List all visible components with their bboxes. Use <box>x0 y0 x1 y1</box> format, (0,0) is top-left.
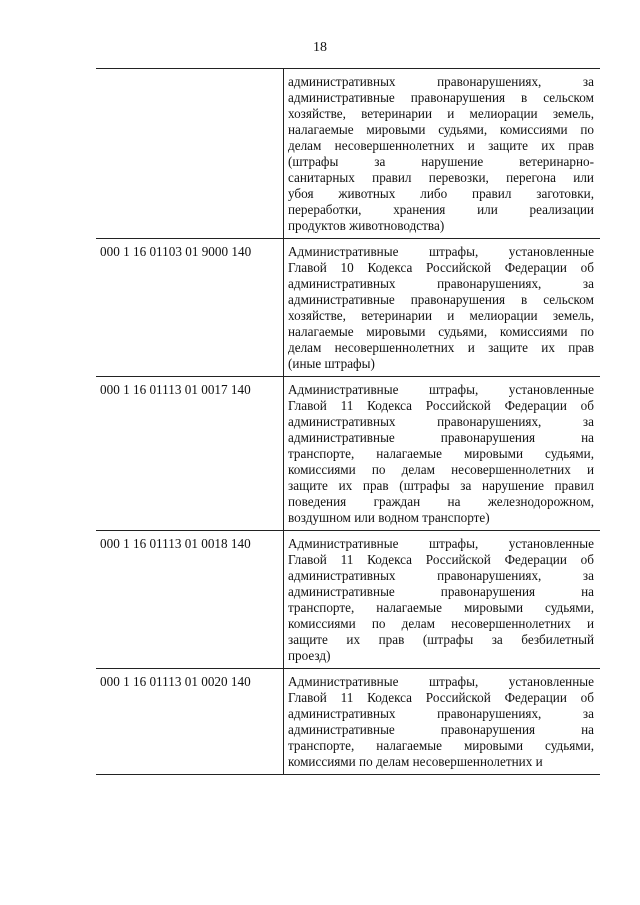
description-line: административные правонарушения в сельском <box>288 90 594 105</box>
description-line: защите их прав (штрафы за нарушение правил <box>288 478 594 493</box>
description-line: транспорте, налагаемые мировыми судьями, <box>288 446 594 461</box>
table-row <box>96 377 600 530</box>
description-line: санитарных правил перевозки, перегона или <box>288 170 594 185</box>
table-row <box>96 69 600 238</box>
kbk-code: 000 1 16 01113 01 0018 140 <box>100 536 251 551</box>
description-line: Главой 11 Кодекса Российской Федерации об <box>288 552 594 567</box>
description-line: Главой 11 Кодекса Российской Федерации об <box>288 690 594 705</box>
table-row <box>96 239 600 376</box>
description-line: проезд) <box>288 648 331 663</box>
description-line: административных правонарушениях, за <box>288 276 594 291</box>
description-line: административных правонарушениях, за <box>288 414 594 429</box>
description-line: переработки, хранения или реализации <box>288 202 594 217</box>
description-line: хозяйстве, ветеринарии и мелиорации земель, <box>288 106 594 121</box>
description-line: защите их прав (штрафы за безбилетный <box>288 632 594 647</box>
description-line: Административные штрафы, установленные <box>288 674 594 689</box>
description-line: административных правонарушениях, за <box>288 74 594 89</box>
description-line: административных правонарушениях, за <box>288 706 594 721</box>
description-line: комиссиями по делам несовершеннолетних и <box>288 462 594 477</box>
description-line: административные правонарушения на <box>288 430 594 445</box>
description-line: делам несовершеннолетних и защите их прав <box>288 340 594 355</box>
description-line: административных правонарушениях, за <box>288 568 594 583</box>
kbk-code: 000 1 16 01113 01 0020 140 <box>100 674 251 689</box>
description-line: делам несовершеннолетних и защите их прав <box>288 138 594 153</box>
description-line: транспорте, налагаемые мировыми судьями, <box>288 600 594 615</box>
row-divider <box>96 774 600 775</box>
description-line: продуктов животноводства) <box>288 218 445 233</box>
description-line: (штрафы за нарушение ветеринарно- <box>288 154 594 169</box>
description-line: Главой 11 Кодекса Российской Федерации об <box>288 398 594 413</box>
description-line: Административные штрафы, установленные <box>288 382 594 397</box>
description-line: Главой 10 Кодекса Российской Федерации об <box>288 260 594 275</box>
classification-table <box>96 68 600 775</box>
description-line: убоя животных либо правил заготовки, <box>288 186 594 201</box>
revenue-description <box>284 239 600 376</box>
description-line: комиссиями по делам несовершеннолетних и <box>288 616 594 631</box>
revenue-description <box>284 669 600 774</box>
revenue-description <box>284 377 600 530</box>
description-line: Административные штрафы, установленные <box>288 244 594 259</box>
kbk-code: 000 1 16 01103 01 9000 140 <box>100 244 252 259</box>
kbk-code <box>96 69 283 238</box>
table-body <box>96 69 600 775</box>
revenue-description <box>284 531 600 668</box>
description-line: Административные штрафы, установленные <box>288 536 594 551</box>
description-line: административные правонарушения на <box>288 584 594 599</box>
table-row <box>96 669 600 774</box>
description-line: поведения граждан на железнодорожном, <box>288 494 594 509</box>
page-number: 18 <box>313 40 327 55</box>
description-line: административные правонарушения в сельском <box>288 292 594 307</box>
description-line: (иные штрафы) <box>288 356 375 371</box>
description-line: налагаемые мировыми судьями, комиссиями по <box>288 324 594 339</box>
description-line: комиссиями по делам несовершеннолетних и <box>288 754 543 769</box>
description-line: административные правонарушения на <box>288 722 594 737</box>
description-line: транспорте, налагаемые мировыми судьями, <box>288 738 594 753</box>
kbk-code: 000 1 16 01113 01 0017 140 <box>100 382 251 397</box>
description-line: воздушном или водном транспорте) <box>288 510 490 525</box>
description-line: хозяйстве, ветеринарии и мелиорации земель, <box>288 308 594 323</box>
revenue-description <box>284 69 600 238</box>
description-line: налагаемые мировыми судьями, комиссиями по <box>288 122 594 137</box>
table-row <box>96 531 600 668</box>
